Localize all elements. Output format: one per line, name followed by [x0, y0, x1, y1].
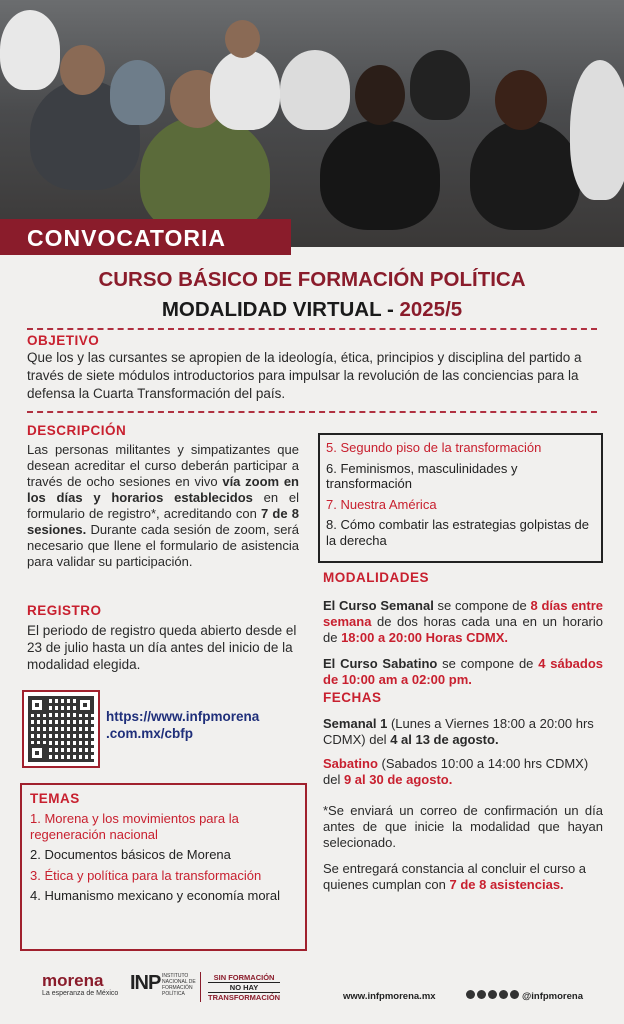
registro-text: El periodo de registro queda abierto desde el 23 de julio hasta un día antes del inicio de la modalidad elegida. — [27, 623, 297, 672]
registro-section — [27, 603, 299, 673]
fecha-semanal-label: Semanal 1 — [323, 716, 388, 731]
divider — [27, 328, 597, 330]
fecha-semanal — [323, 716, 603, 748]
registro-link[interactable] — [106, 708, 259, 742]
morena-tagline: La esperanza de México — [42, 990, 119, 997]
instagram-icon[interactable] — [488, 990, 497, 999]
fecha-sabatino — [323, 756, 603, 788]
website-link[interactable]: www.infpmorena.mx — [343, 991, 436, 1002]
slogan — [208, 973, 280, 1002]
sabatino-hours: sábados de 10:00 am a 02:00 pm. — [323, 656, 603, 687]
instituto-name: INSTITUTO NACIONAL DE FORMACIÓN POLÍTICA — [162, 973, 196, 997]
semanal-text: se compone de — [433, 598, 531, 613]
morena-logo — [42, 972, 118, 997]
slogan-line: SIN FORMACIÓN — [213, 973, 275, 982]
page-title: CURSO BÁSICO DE FORMACIÓN POLÍTICA — [98, 268, 526, 291]
slogan-line: NO HAY — [208, 982, 280, 993]
social-handle[interactable]: @infpmorena — [522, 991, 583, 1002]
temas-box — [20, 783, 307, 951]
qr-pattern — [28, 696, 94, 762]
descripcion-bold: vía zoom en los días y horarios establecidos — [27, 474, 299, 505]
tema-item: 8. Cómo combatir las estrategias golpistas de la derecha — [326, 517, 590, 548]
descripcion-part: Durante cada sesión de zoom, será necesario que llene el formulario de asistencia para validar su participación. — [27, 522, 299, 569]
tema-item: 1. Morena y los movimientos para la regeneración nacional — [30, 811, 239, 842]
qr-finder — [28, 744, 46, 762]
certificate-note — [323, 861, 603, 893]
registro-heading: REGISTRO — [27, 603, 102, 618]
sabatino-label: El Curso Sabatino — [323, 656, 438, 671]
subtitle-prefix: MODALIDAD VIRTUAL - — [161, 298, 400, 321]
footer-divider — [200, 972, 201, 1002]
tema-item: 6. Feminismos, masculinidades y transformación — [326, 460, 518, 491]
qr-finder — [76, 696, 94, 714]
fecha-sabatino-label: Sabatino — [323, 756, 378, 771]
fecha-semanal-dates: 4 al 13 de agosto. — [390, 732, 499, 747]
qr-finder — [28, 696, 46, 714]
temas-heading: TEMAS — [30, 791, 80, 806]
tema-item: 2. Documentos básicos de Morena — [30, 847, 231, 862]
certificate-requirement: 7 de 8 asistencias. — [449, 877, 564, 892]
certificate-text: Se entregará constancia al concluir el curso a quienes cumplan con — [323, 861, 587, 892]
sabatino-text: se compone de — [437, 656, 539, 671]
descripcion-section — [27, 423, 299, 570]
fecha-sabatino-dates: 9 al 30 de agosto. — [343, 772, 453, 787]
descripcion-text — [27, 442, 299, 570]
semanal-days: 8 días entre semana — [323, 598, 603, 629]
header-photo — [0, 0, 624, 247]
modalidad-semanal — [323, 598, 603, 646]
modalidades-section — [323, 570, 603, 688]
tiktok-icon[interactable] — [510, 990, 519, 999]
footer — [0, 966, 624, 1024]
convocatoria-banner: CONVOCATORIA — [0, 219, 291, 255]
semanal-hours: 18:00 a 20:00 Horas CDMX. — [341, 630, 508, 645]
fecha-sabatino-text: (Sabados 10:00 a 14:00 hrs CDMX) del — [323, 756, 589, 787]
objetivo-heading: OBJETIVO — [27, 333, 100, 348]
tema-item: 4. Humanismo mexicano y economía moral — [30, 888, 280, 903]
descripcion-part: en el formulario de registro*, acreditando con — [27, 490, 299, 521]
objetivo-text: Que los y las cursantes se apropien de la ideología, ética, principios y disciplina del partido a través de siete módulos introductorios para impulsar la revolución de las conciencias para la defensa la Cuarta Transformación del país. — [27, 350, 582, 401]
inp-logo — [130, 968, 198, 1006]
descripcion-part: Las personas militantes y simpatizantes que desean acreditar el curso deberán participar a través de ocho sesiones en vivo — [27, 442, 299, 489]
tema-item: 5. Segundo piso de la transformación — [326, 440, 542, 455]
descripcion-bold: 7 de 8 sesiones. — [27, 506, 300, 537]
fechas-heading: FECHAS — [323, 690, 382, 705]
qr-code[interactable] — [22, 690, 100, 768]
tema-item: 7. Nuestra América — [326, 496, 437, 512]
modalidades-heading: MODALIDADES — [323, 570, 429, 585]
modalidad-sabatino — [323, 656, 603, 688]
fechas-section — [323, 690, 603, 893]
registro-url-1: https://www.infpmorena — [106, 709, 260, 724]
divider — [27, 411, 597, 413]
objetivo-section — [27, 333, 602, 403]
page-subtitle — [0, 298, 624, 322]
descripcion-heading: DESCRIPCIÓN — [27, 423, 127, 438]
twitter-icon[interactable] — [477, 990, 486, 999]
semanal-label: El Curso Semanal — [323, 598, 434, 613]
semanal-text: de dos horas cada una en un horario de — [323, 614, 603, 645]
confirmation-note: *Se enviará un correo de confirmación un día antes de que inicie la modalidad que hayan selecionado. — [323, 803, 603, 850]
morena-wordmark: morena — [42, 971, 104, 990]
facebook-icon[interactable] — [466, 990, 475, 999]
temas-continued-box — [318, 433, 603, 563]
inp-logo-mark: INP — [130, 972, 161, 994]
tema-item: 3. Ética y política para la transformación — [30, 867, 262, 883]
subtitle-year: 2025/5 — [399, 298, 463, 321]
social-icons — [466, 990, 519, 999]
youtube-icon[interactable] — [499, 990, 508, 999]
fecha-semanal-text: (Lunes a Viernes 18:00 a 20:00 hrs CDMX) del — [323, 716, 594, 747]
sabatino-count: 4 — [538, 656, 546, 671]
slogan-line: TRANSFORMACIÓN — [208, 993, 281, 1002]
registro-url-2: .com.mx/cbfp — [106, 726, 194, 741]
